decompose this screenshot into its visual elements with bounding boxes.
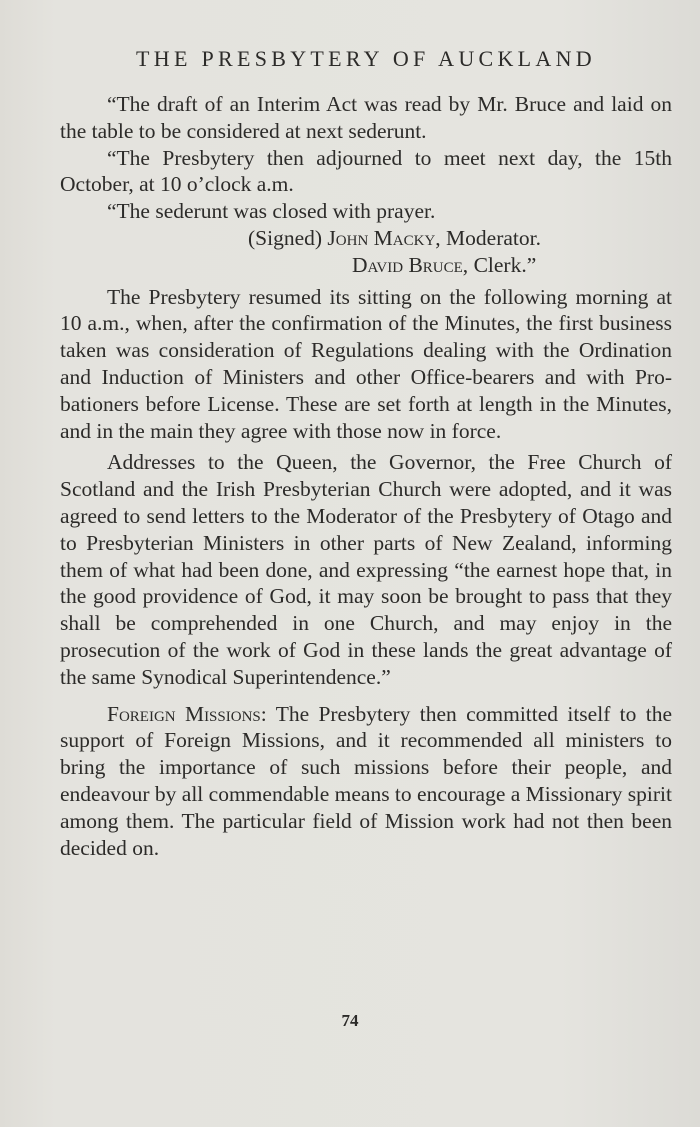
- moderator-name: John Macky,: [327, 225, 441, 250]
- paragraph-adjourned: “The Presbytery then adjourned to meet next day, the 15th October, at 10 o’clock a.m.: [60, 145, 672, 197]
- clerk-name: David Bruce,: [352, 252, 469, 277]
- paragraph-interim-act: “The draft of an Interim Act was read by Mr. Bruce and laid on the table to be considered at next sederunt.: [60, 92, 672, 143]
- foreign-missions-heading: Foreign Missions:: [107, 701, 267, 726]
- running-head: THE PRESBYTERY OF AUCKLAND: [136, 46, 596, 71]
- page-number: 74: [341, 1011, 359, 1030]
- moderator-title: Moderator.: [446, 225, 541, 250]
- signature-moderator: [60, 225, 672, 252]
- paragraph-foreign-missions: [60, 701, 672, 862]
- paragraph-closed-prayer: “The sederunt was closed with prayer.: [107, 199, 436, 224]
- signed-label: (Signed): [248, 225, 323, 250]
- foreign-missions-text: The Presbytery then committed itself to the support of Foreign Missions, and it recommended all ministers to bring the importance of such missions before their people, and endeavour by all commendable means to encourage a Missionary spirit among them. The particular field of Mission work had not then been decided on.: [60, 701, 673, 860]
- signature-clerk: [60, 252, 672, 279]
- paragraph-addresses: Addresses to the Queen, the Governor, the Free Church of Scotland and the Irish Presbyterian Church were adopted, and it was agreed to send letters to the Moderator of the Presbytery of Otago and to Presbyterian Ministers in other parts of New Zealand, informing them of what had been done, and expressing “the earnest hope that, in the good providence of God, it may soon be brought to pass that they shall be comprehended in one Church, and may enjoy in the prosecution of the work of God in these lands the great advantage of the same Synodical Superintendence.”: [60, 450, 672, 689]
- clerk-title: Clerk.”: [473, 252, 537, 277]
- paragraph-resumed-sitting: The Presbytery resumed its sitting on the following morning at 10 a.m., when, after the confirmation of the Minutes, the first business taken was consideration of Regulations dealing with the Ordination and Induction of Ministers and other Office-bearers and with Probationers before License. These are set forth at length in the Minutes, and in the main they agree with those now in force.: [60, 284, 672, 443]
- body-text: [60, 91, 672, 861]
